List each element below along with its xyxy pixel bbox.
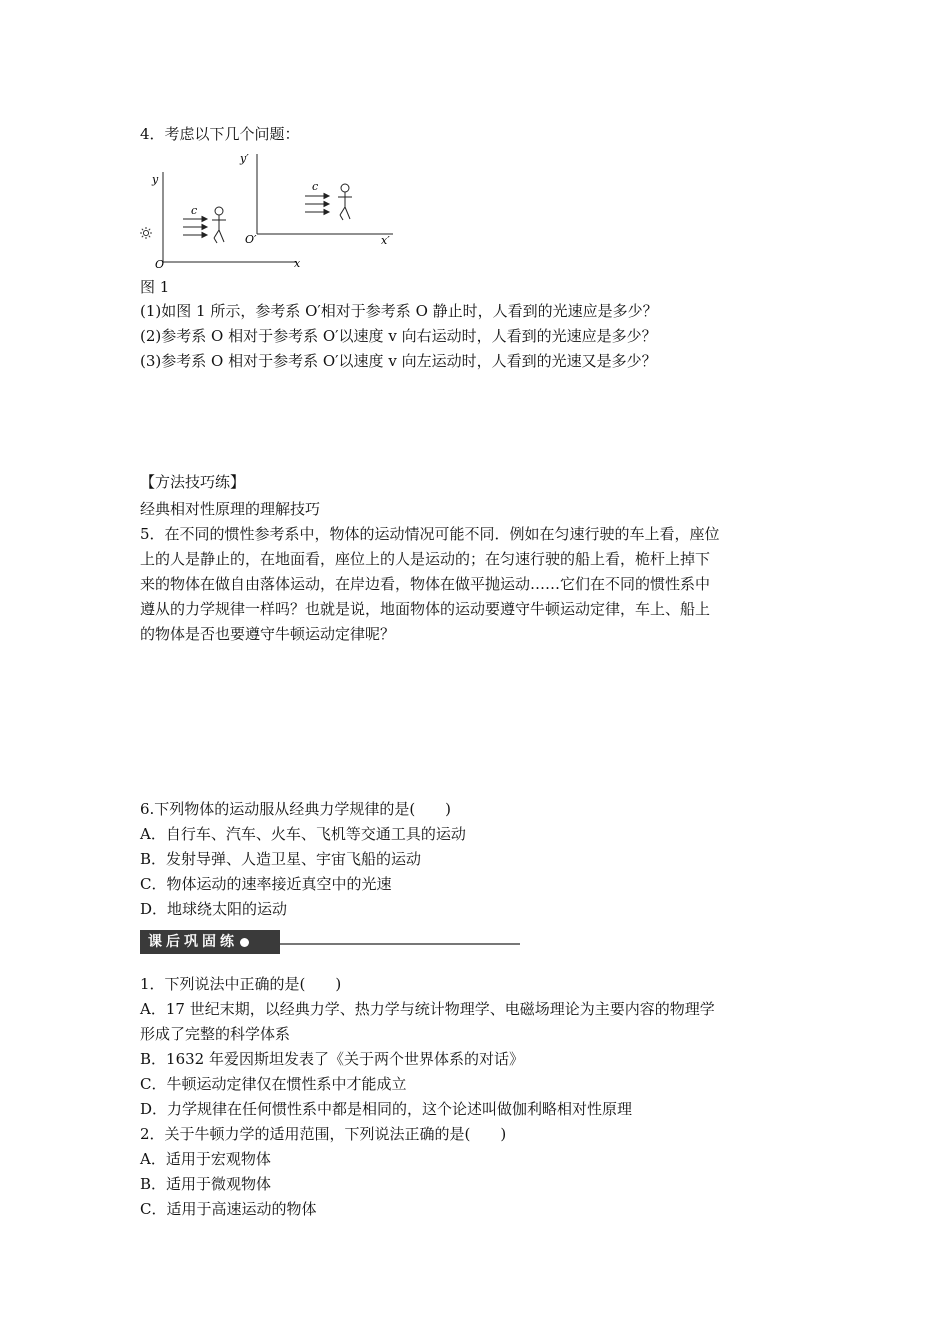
reference-frames-figure bbox=[135, 150, 405, 275]
ac-q2-option-a: A．适用于宏观物体 bbox=[140, 1150, 271, 1168]
x-axis-label: x bbox=[294, 257, 301, 270]
q5-line: 来的物体在做自由落体运动，在岸边看，物体在做平抛运动……它们在不同的惯性系中 bbox=[140, 575, 711, 593]
light-ray-arrows bbox=[305, 194, 329, 215]
banner-label-box bbox=[140, 930, 280, 954]
light-speed-label: c bbox=[191, 204, 198, 217]
ac-q1-option-c: C．牛顿运动定律仅在惯性系中才能成立 bbox=[140, 1075, 407, 1093]
x-prime-axis-label: x′ bbox=[381, 234, 390, 247]
light-speed-label: c bbox=[312, 180, 319, 193]
origin-label: O bbox=[155, 258, 165, 271]
y-axis-label: y bbox=[152, 173, 159, 186]
q4-intro: 4．考虑以下几个问题： bbox=[140, 125, 300, 143]
method-heading: 【方法技巧练】 bbox=[140, 473, 246, 491]
method-subheading: 经典相对性原理的理解技巧 bbox=[140, 500, 321, 518]
y-prime-axis-label: y′ bbox=[240, 152, 249, 165]
q4-sub1: (1)如图 1 所示，参考系 O′相对于参考系 O 静止时，人看到的光速应是多少？ bbox=[140, 302, 658, 320]
q6-option-c: C．物体运动的速率接近真空中的光速 bbox=[140, 875, 392, 893]
q5-line: 5．在不同的惯性参考系中，物体的运动情况可能不同．例如在匀速行驶的车上看，座位 bbox=[140, 525, 720, 543]
q5-line: 上的人是静止的，在地面看，座位上的人是运动的；在匀速行驶的船上看，桅杆上掉下 bbox=[140, 550, 711, 568]
ac-q2-option-c: C．适用于高速运动的物体 bbox=[140, 1200, 317, 1218]
banner-divider bbox=[280, 943, 520, 945]
q4-sub3: (3)参考系 O 相对于参考系 O′以速度 v 向左运动时，人看到的光速又是多少？ bbox=[140, 352, 657, 370]
light-source-icon bbox=[140, 227, 152, 239]
q6-option-d: D．地球绕太阳的运动 bbox=[140, 900, 288, 918]
observer-person-icon bbox=[338, 184, 352, 220]
after-class-section-banner bbox=[140, 930, 520, 956]
ac-q1-stem: 1．下列说法中正确的是( ) bbox=[140, 975, 342, 993]
banner-title: 课后巩固练 bbox=[148, 934, 238, 950]
origin-prime-label: O′ bbox=[245, 233, 257, 246]
light-ray-arrows bbox=[183, 217, 207, 238]
ac-q2-stem: 2．关于牛顿力学的适用范围，下列说法正确的是( ) bbox=[140, 1125, 507, 1143]
ac-q2-option-b: B．适用于微观物体 bbox=[140, 1175, 272, 1193]
q5-line: 遵从的力学规律一样吗？也就是说，地面物体的运动要遵守牛顿运动定律，车上、船上 bbox=[140, 600, 711, 618]
q6-stem: 6.下列物体的运动服从经典力学规律的是( ) bbox=[140, 800, 452, 818]
ac-q1-option-a: A．17 世纪末期，以经典力学、热力学与统计物理学、电磁场理论为主要内容的物理学 bbox=[140, 1000, 715, 1018]
ac-q1-option-d: D．力学规律在任何惯性系中都是相同的，这个论述叫做伽利略相对性原理 bbox=[140, 1100, 633, 1118]
q6-option-b: B．发射导弹、人造卫星、宇宙飞船的运动 bbox=[140, 850, 422, 868]
ac-q1-option-a-cont: 形成了完整的科学体系 bbox=[140, 1025, 291, 1043]
q6-option-a: A．自行车、汽车、火车、飞机等交通工具的运动 bbox=[140, 825, 466, 843]
ac-q1-option-b: B．1632 年爱因斯坦发表了《关于两个世界体系的对话》 bbox=[140, 1050, 524, 1068]
figure-caption: 图 1 bbox=[140, 278, 170, 296]
bullet-dot-icon bbox=[240, 938, 249, 947]
q4-sub2: (2)参考系 O 相对于参考系 O′以速度 v 向右运动时，人看到的光速应是多少？ bbox=[140, 327, 657, 345]
observer-person-icon bbox=[212, 207, 226, 243]
q5-line: 的物体是否也要遵守牛顿运动定律呢？ bbox=[140, 625, 396, 643]
